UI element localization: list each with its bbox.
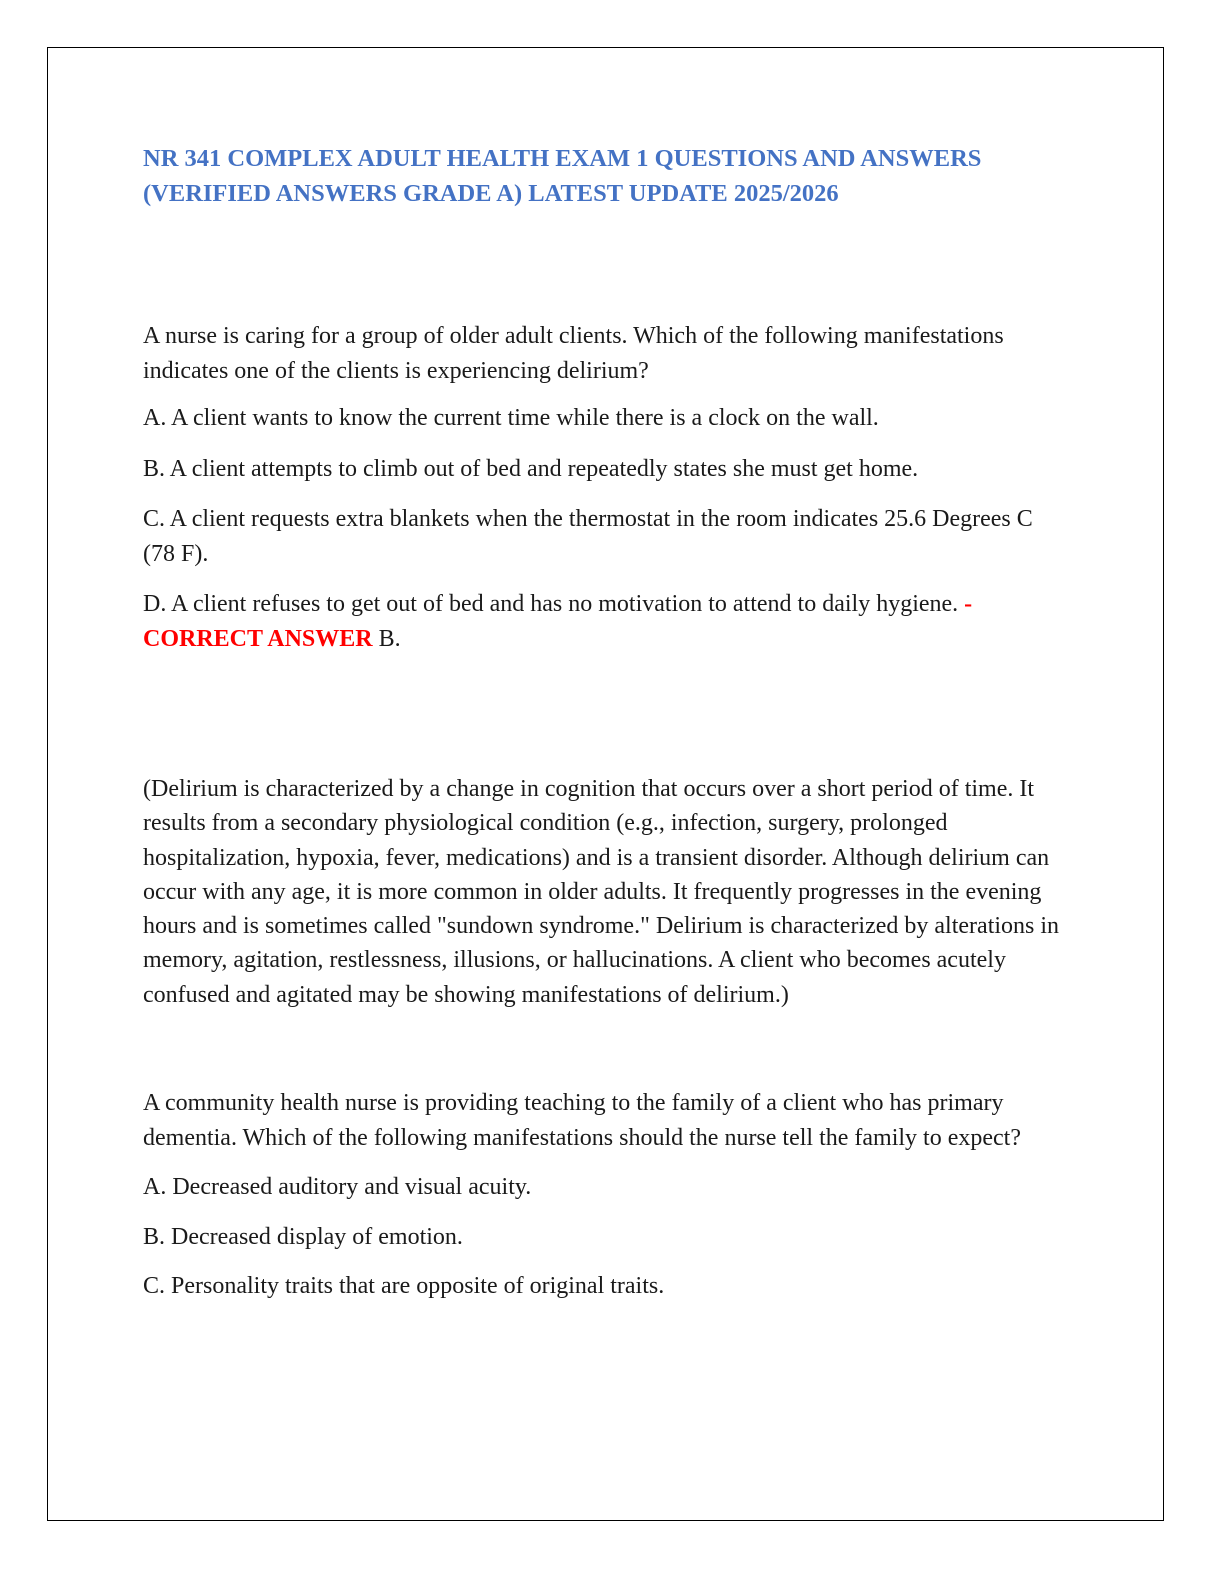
correct-answer-label: - CORRECT ANSWER — [143, 591, 973, 652]
document-body — [143, 141, 1068, 1304]
question-1-option-d-text: D. A client refuses to get out of bed and has no motivation to attend to daily hygiene. — [143, 591, 959, 617]
question-1-text: A nurse is caring for a group of older adult clients. Which of the following manifestations indicates one of the clients is experiencing delirium? — [143, 323, 1004, 384]
question-1-option-b: B. A client attempts to climb out of bed and repeatedly states she must get home. — [143, 455, 919, 482]
correct-answer-value: B. — [378, 625, 401, 652]
question-1-option-d — [143, 587, 1068, 656]
question-2-text: A community health nurse is providing teaching to the family of a client who has primary dementia. Which of the following manifestations should the nurse tell the family to expect? — [143, 1090, 1021, 1151]
question-1-option-c: C. A client requests extra blankets when the thermostat in the room indicates 25.6 Degrees C (78 F). — [143, 506, 1033, 567]
document-title: NR 341 COMPLEX ADULT HEALTH EXAM 1 QUESTIONS AND ANSWERS (VERIFIED ANSWERS GRADE A) LATEST UPDATE 2025/2026 — [143, 145, 982, 207]
question-2-option-b: B. Decreased display of emotion. — [143, 1223, 463, 1250]
question-1-option-a: A. A client wants to know the current time while there is a clock on the wall. — [143, 405, 879, 431]
question-2-option-c: C. Personality traits that are opposite of original traits. — [143, 1273, 665, 1300]
question-2-option-a: A. Decreased auditory and visual acuity. — [143, 1174, 532, 1201]
question-1-explanation: (Delirium is characterized by a change in cognition that occurs over a short period of time. It results from a secondary physiological condition (e.g., infection, surgery, prolonged hospitalization, hypoxia, fever, medications) and is a transient disorder. Although delirium can occur with any age, it is more common in older adults. It frequently progresses in the evening hours and is sometimes called "sundown syndrome." Delirium is characterized by alterations in memory, agitation, restlessness, illusions, or hallucinations. A client who becomes acutely confused and agitated may be showing manifestations of delirium.) — [143, 776, 1060, 1008]
